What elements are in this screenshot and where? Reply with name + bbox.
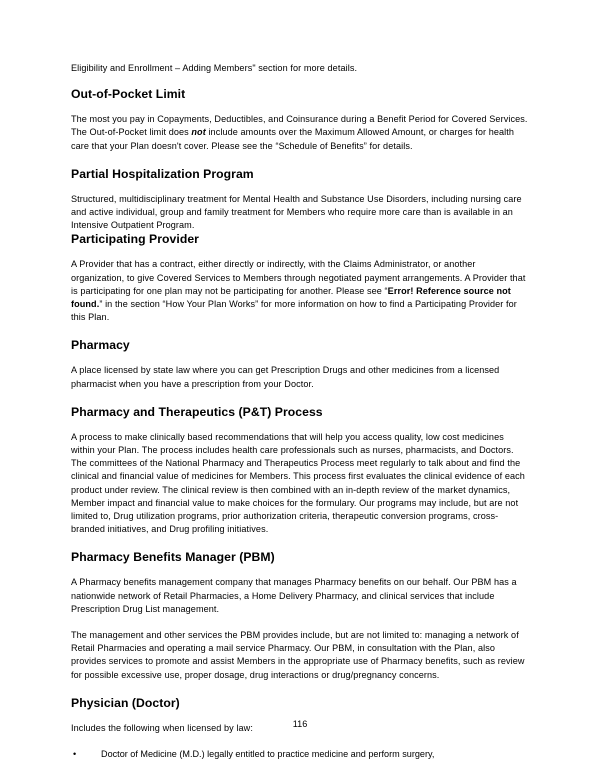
paragraph-pharmacy: A place licensed by state law where you can get Prescription Drugs and other medicines from a licensed pharmacist when you have a prescription from your Doctor. — [71, 365, 500, 389]
spacer — [71, 565, 530, 576]
spacer — [71, 182, 530, 193]
heading-physician-doctor: Physician (Doctor) — [71, 695, 180, 710]
spacer — [71, 324, 530, 338]
paragraph-pharmacy-and-therapeutics-process: A process to make clinically based recommendations that will help you access quality, low cost medicines within your Plan. The process includes health care professionals such as nurses, pharmacists, and Doctors. The committees of the National Pharmacy and Therapeutics Process meet regularly to talk about and find the clinical and financial value of medicines for Members. This process first evaluates the clinical evidence of each product under review. The clinical review is then combined with an in-depth review of the market dynamics, Member impact and financial value to make choices for the formulary. Our programs may include, but are not limited to, Drug utilization programs, prior authorization criteria, therapeutic conversion programs, cross-branded initiatives, and Drug profiling initiatives. — [71, 431, 525, 535]
participating-provider-text-part2: ” in the section “How Your Plan Works” for more information on how to find a Participating Provider for this Plan. — [71, 299, 517, 323]
paragraph-pbm-overview: A Pharmacy benefits management company that manages Pharmacy benefits on our behalf. Our PBM has a nationwide network of Retail Pharmacies, a Home Delivery Pharmacy, and clinical services that include Prescription Drug List management. — [71, 577, 517, 614]
physician-qualifications-list — [71, 748, 530, 761]
heading-pharmacy-and-therapeutics-process: Pharmacy and Therapeutics (P&T) Process — [71, 404, 323, 419]
spacer — [71, 682, 530, 696]
paragraph-out-of-pocket-limit — [71, 113, 530, 153]
spacer — [71, 102, 530, 113]
spacer — [71, 735, 530, 748]
paragraph-participating-provider — [71, 258, 530, 324]
spacer — [71, 353, 530, 364]
emphasis-not: not — [191, 127, 206, 138]
heading-pharmacy-benefits-manager: Pharmacy Benefits Manager (PBM) — [71, 550, 275, 565]
error-reference-not-found: Error! Reference source not found. — [71, 285, 511, 310]
spacer — [71, 536, 530, 550]
participating-provider-text-part1: A Provider that has a contract, either directly or indirectly, with the Claims Administrator, or another organization, to give Covered Services to Members through negotiated payment arrangements. A Provider that is participating for one plan may not be participating for another. Please see “ — [71, 259, 526, 296]
spacer — [71, 75, 530, 87]
spacer — [71, 153, 530, 167]
paragraph-pbm-services: The management and other services the PBM provides include, but are not limited to: managing a network of Retail Pharmacies and operating a mail service Pharmacy. Our PBM, in consultation with the Plan, also provides services to promote and assist Members in the appropriate use of Pharmacy benefits, such as review for possible excessive use, proper dosage, drug interactions or drug/pregnancy concerns. — [71, 630, 525, 680]
heading-pharmacy: Pharmacy — [71, 338, 130, 353]
spacer — [71, 616, 530, 629]
heading-participating-provider: Participating Provider — [71, 232, 199, 247]
paragraph-physician-lead-in: Includes the following when licensed by law: — [71, 722, 253, 733]
list-item — [71, 748, 530, 761]
spacer — [71, 247, 530, 258]
out-of-pocket-text-part2: include amounts over the Maximum Allowed Amount, or charges for health care that your Plan doesn't cover. Please see the “Schedule of Benefits” for details. — [71, 127, 515, 151]
intro-continuation-text: Eligibility and Enrollment – Adding Members" section for more details. — [71, 63, 358, 73]
out-of-pocket-text-part1: The most you pay in Copayments, Deductibles, and Coinsurance during a Benefit Period for Covered Services. The Out-of-Pocket limit does — [71, 114, 528, 138]
spacer — [71, 420, 530, 431]
paragraph-partial-hospitalization-program: Structured, multidisciplinary treatment for Mental Health and Substance Use Disorders, including nursing care and active individual, group and family treatment for Members who require more care than is available in an Intensive Outpatient Program. — [71, 193, 522, 231]
page-number: 116 — [292, 719, 308, 729]
heading-out-of-pocket-limit: Out-of-Pocket Limit — [71, 87, 186, 102]
spacer — [71, 391, 530, 405]
page-content — [71, 62, 530, 761]
heading-partial-hospitalization-program: Partial Hospitalization Program — [71, 166, 254, 181]
bullet-icon: • — [73, 749, 77, 760]
list-item-label: Doctor of Medicine (M.D.) legally entitled to practice medicine and perform surgery, — [101, 749, 435, 760]
